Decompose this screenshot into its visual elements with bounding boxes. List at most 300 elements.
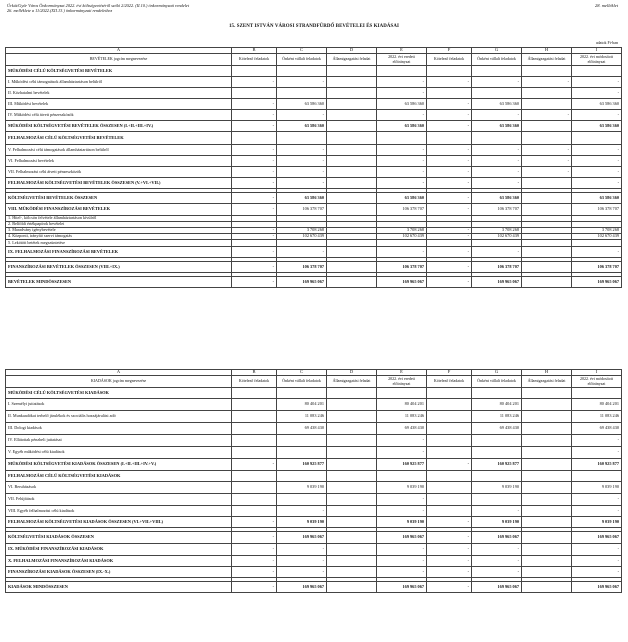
expense-row-label: MŰKÖDÉSI CÉLÚ KÖLTSÉGVETÉSI KIADÁSOK (6, 388, 232, 399)
col-header-kotelezo: Kötelező feladatok (427, 376, 472, 388)
expense-value-cell (327, 447, 377, 459)
col-letter-g: G (472, 48, 522, 54)
income-value-cell (277, 132, 327, 145)
expense-row-label: VI. Beruházások (6, 482, 232, 494)
income-value-cell (522, 193, 572, 204)
col-header-modositott: 2022. évi módosított előirányzat (572, 54, 622, 66)
income-value-cell: - (232, 277, 277, 288)
expense-value-cell (522, 544, 572, 556)
expense-row (6, 567, 622, 578)
income-value-cell: 3 708 268 (277, 228, 327, 234)
income-value-cell: 169 965 067 (377, 277, 427, 288)
header-note-line-2: 26. melléklete a 11/2022.(XII.13.) önkormányzati rendelethez (7, 8, 113, 14)
income-value-cell: - (427, 277, 472, 288)
col-letter-b: B (232, 370, 277, 376)
expense-value-cell (472, 471, 522, 482)
expense-value-cell: - (572, 435, 622, 447)
income-value-cell (572, 240, 622, 247)
income-value-cell: - (232, 110, 277, 121)
expense-row-label: FINANSZÍROZÁSI KIADÁSOK ÖSSZESEN (IX.-X.) (6, 567, 232, 578)
expense-value-cell (522, 582, 572, 593)
expense-row (6, 582, 622, 593)
expense-value-cell (327, 388, 377, 399)
income-value-cell (572, 66, 622, 77)
income-value-cell: 63 586 360 (377, 193, 427, 204)
expense-value-cell: 9 039 190 (277, 517, 327, 528)
income-value-cell: - (522, 145, 572, 156)
income-value-cell: 169 965 067 (572, 277, 622, 288)
expense-value-cell: - (377, 494, 427, 506)
income-value-cell: - (277, 77, 327, 88)
expense-value-cell: 169 965 067 (572, 582, 622, 593)
col-header-kotelezo: Kötelező feladatok (232, 54, 277, 66)
income-value-cell: 106 378 707 (277, 204, 327, 216)
income-row (6, 145, 622, 156)
income-value-cell: - (277, 247, 327, 258)
expense-value-cell: - (472, 544, 522, 556)
income-value-cell (327, 204, 377, 216)
col-letter-c: C (277, 370, 327, 376)
income-value-cell: - (377, 247, 427, 258)
expense-row (6, 532, 622, 544)
income-row (6, 77, 622, 88)
income-value-cell: - (377, 145, 427, 156)
expense-value-cell: - (277, 544, 327, 556)
expense-value-cell (522, 556, 572, 567)
document-header-note (7, 3, 189, 13)
income-value-cell (277, 88, 327, 99)
income-row (6, 167, 622, 178)
expense-value-cell: 169 965 067 (377, 582, 427, 593)
expense-value-cell (377, 471, 427, 482)
income-value-cell: - (232, 247, 277, 258)
income-value-cell (427, 240, 472, 247)
income-value-cell: - (427, 193, 472, 204)
expense-value-cell: - (572, 447, 622, 459)
income-value-cell: - (572, 178, 622, 189)
income-value-cell: 63 586 360 (277, 193, 327, 204)
income-value-cell: - (232, 145, 277, 156)
expense-row (6, 423, 622, 435)
income-row-label: FINANSZÍROZÁSI BEVÉTELEK ÖSSZESEN (VIII.+IX.) (6, 262, 232, 273)
expense-value-cell (327, 494, 377, 506)
expense-value-cell (522, 411, 572, 423)
col-letter-i: I (572, 370, 622, 376)
income-value-cell (327, 99, 377, 110)
income-value-cell: - (232, 193, 277, 204)
income-value-cell: - (472, 145, 522, 156)
income-value-cell (327, 167, 377, 178)
expense-value-cell: 160 925 877 (377, 459, 427, 471)
income-value-cell: 106 378 707 (377, 204, 427, 216)
expense-value-cell (522, 447, 572, 459)
expense-value-cell: - (232, 582, 277, 593)
income-value-cell (232, 132, 277, 145)
income-value-cell: - (427, 77, 472, 88)
expense-value-cell (232, 471, 277, 482)
expense-table (5, 369, 622, 593)
col-letter-h: H (522, 370, 572, 376)
expense-row (6, 435, 622, 447)
income-row (6, 178, 622, 189)
income-value-cell: 3 708 268 (572, 228, 622, 234)
expense-value-cell (522, 567, 572, 578)
expense-row-label: FELHALMOZÁSI CÉLÚ KÖLTSÉGVETÉSI KIADÁSOK (6, 471, 232, 482)
expense-value-cell: - (277, 506, 327, 517)
expense-value-cell: - (427, 532, 472, 544)
expense-value-cell (327, 544, 377, 556)
expense-value-cell (572, 388, 622, 399)
income-value-cell (472, 132, 522, 145)
income-value-cell (327, 121, 377, 132)
income-value-cell: - (472, 167, 522, 178)
expense-value-cell: 169 965 067 (472, 582, 522, 593)
income-value-cell: - (472, 77, 522, 88)
col-letter-c: C (277, 48, 327, 54)
income-table (5, 47, 622, 288)
col-letter-b: B (232, 48, 277, 54)
expense-value-cell (232, 388, 277, 399)
income-value-cell: - (572, 110, 622, 121)
expense-value-cell: 169 965 067 (277, 532, 327, 544)
income-value-cell (427, 132, 472, 145)
income-value-cell: 63 586 360 (377, 121, 427, 132)
expense-value-cell (427, 506, 472, 517)
expense-value-cell: 160 925 877 (472, 459, 522, 471)
col-header-label: KIADÁSOK jogcím megnevezése (6, 376, 232, 388)
income-value-cell: - (572, 167, 622, 178)
expense-value-cell (522, 506, 572, 517)
income-value-cell (327, 88, 377, 99)
expense-value-cell (327, 399, 377, 411)
expense-value-cell (427, 435, 472, 447)
income-value-cell (327, 247, 377, 258)
income-row-label: VIII. MŰKÖDÉSI FINANSZÍROZÁSI BEVÉTELEK (6, 204, 232, 216)
expense-value-cell (232, 506, 277, 517)
expense-value-cell: - (472, 556, 522, 567)
income-row-label: FELHALMOZÁSI KÖLTSÉGVETÉSI BEVÉTELEK ÖSSZESEN (V.+VI.+VII.) (6, 178, 232, 189)
income-value-cell (522, 204, 572, 216)
income-value-cell: 63 586 360 (472, 193, 522, 204)
expense-value-cell: - (427, 556, 472, 567)
col-letter-e: E (377, 48, 427, 54)
income-value-cell: 63 586 360 (572, 99, 622, 110)
expense-value-cell (327, 517, 377, 528)
income-row (6, 277, 622, 288)
col-letter-e: E (377, 370, 427, 376)
income-value-cell (522, 99, 572, 110)
expense-row (6, 447, 622, 459)
income-value-cell: 3 708 268 (472, 228, 522, 234)
income-value-cell: - (472, 178, 522, 189)
expense-value-cell (427, 471, 472, 482)
expense-row-label: VII. Felújítások (6, 494, 232, 506)
expense-value-cell: 160 925 877 (572, 459, 622, 471)
expense-value-cell (327, 506, 377, 517)
expense-value-cell: 11 083 246 (472, 411, 522, 423)
expense-value-cell (232, 494, 277, 506)
expense-value-cell (427, 423, 472, 435)
income-value-cell (572, 132, 622, 145)
income-row-label: MŰKÖDÉSI KÖLTSÉGVETÉSI BEVÉTELEK ÖSSZESEN (I.+II.+III.+IV.) (6, 121, 232, 132)
expense-value-cell (427, 494, 472, 506)
income-value-cell: - (377, 178, 427, 189)
expense-value-cell: 9 039 190 (472, 517, 522, 528)
expense-table-body (6, 370, 622, 593)
income-value-cell (327, 145, 377, 156)
income-row (6, 88, 622, 99)
expense-row (6, 388, 622, 399)
income-value-cell: - (232, 228, 277, 234)
income-value-cell: - (232, 99, 277, 110)
income-value-cell: - (377, 88, 427, 99)
income-value-cell: - (277, 178, 327, 189)
income-value-cell: 63 586 360 (377, 99, 427, 110)
income-row (6, 132, 622, 145)
income-value-cell (327, 277, 377, 288)
income-value-cell (472, 88, 522, 99)
income-value-cell (377, 240, 427, 247)
expense-value-cell: - (377, 447, 427, 459)
income-value-cell: 169 965 067 (472, 277, 522, 288)
expense-row-label: VIII. Egyéb felhalmozási célú kiadások (6, 506, 232, 517)
income-value-cell: - (232, 234, 277, 240)
expense-row-label: II. Munkaadókat terhelő járulékok és szociális hozzájárulási adó (6, 411, 232, 423)
income-value-cell (327, 262, 377, 273)
expense-row (6, 494, 622, 506)
annex-number: 28. melléklet (595, 3, 618, 8)
income-row (6, 247, 622, 258)
income-value-cell: 3 708 268 (377, 228, 427, 234)
income-value-cell: - (572, 88, 622, 99)
income-value-cell: - (427, 204, 472, 216)
expense-value-cell: - (427, 582, 472, 593)
col-letter-a: A (6, 370, 232, 376)
col-header-kotelezo: Kötelező feladatok (427, 54, 472, 66)
col-header-allamig: Államigazgatási feladat (327, 54, 377, 66)
income-value-cell (472, 66, 522, 77)
expense-value-cell: - (472, 567, 522, 578)
income-value-cell: - (522, 110, 572, 121)
income-row-label: 3. Maradvány igénybevétele (6, 228, 232, 234)
expense-value-cell: 69 438 430 (472, 423, 522, 435)
expense-value-cell (472, 494, 522, 506)
expense-value-cell (522, 494, 572, 506)
expense-value-cell: 9 039 190 (277, 482, 327, 494)
expense-row (6, 556, 622, 567)
expense-value-cell: 9 039 190 (377, 517, 427, 528)
expense-value-cell: 11 083 246 (277, 411, 327, 423)
expense-value-cell: - (277, 567, 327, 578)
income-value-cell (232, 66, 277, 77)
income-value-cell: - (572, 247, 622, 258)
income-value-cell: - (427, 247, 472, 258)
unit-note: adatok Ft-ban (595, 40, 618, 45)
expense-value-cell: 80 404 201 (377, 399, 427, 411)
col-letter-h: H (522, 48, 572, 54)
income-value-cell: - (232, 156, 277, 167)
income-value-cell: 106 378 707 (277, 262, 327, 273)
expense-row-label: IX. MŰKÖDÉSI FINANSZÍROZÁSI KIADÁSOK (6, 544, 232, 556)
col-letter-d: D (327, 48, 377, 54)
income-value-cell (327, 178, 377, 189)
income-value-cell: 106 378 707 (572, 204, 622, 216)
income-value-cell: - (427, 110, 472, 121)
income-value-cell: - (427, 262, 472, 273)
income-value-cell (327, 77, 377, 88)
income-value-cell: - (427, 99, 472, 110)
expense-value-cell (327, 482, 377, 494)
expense-value-cell (472, 388, 522, 399)
income-value-cell (522, 88, 572, 99)
income-value-cell (232, 240, 277, 247)
income-value-cell (327, 156, 377, 167)
expense-value-cell (522, 482, 572, 494)
col-header-eredeti: 2022. évi eredeti előirányzat (377, 376, 427, 388)
income-value-cell: 102 670 439 (472, 234, 522, 240)
expense-value-cell: 9 039 190 (572, 482, 622, 494)
expense-value-cell: - (572, 494, 622, 506)
header-note-line-1: Úrkút/Győr Város Önkormányzat 2022. évi költségvetéséről szóló 2/2022. (II.10.) önkormányzati rendelet (7, 3, 190, 8)
expense-value-cell (232, 447, 277, 459)
income-row (6, 66, 622, 77)
expense-value-cell: 69 438 430 (572, 423, 622, 435)
expense-value-cell: - (572, 567, 622, 578)
expense-value-cell: 169 965 067 (472, 532, 522, 544)
income-value-cell (277, 66, 327, 77)
expense-row (6, 482, 622, 494)
expense-value-cell (277, 494, 327, 506)
income-value-cell: - (377, 77, 427, 88)
income-value-cell (327, 132, 377, 145)
expense-row (6, 459, 622, 471)
income-row (6, 193, 622, 204)
expense-value-cell (522, 459, 572, 471)
expense-value-cell: - (377, 556, 427, 567)
expense-value-cell (427, 482, 472, 494)
expense-value-cell: - (427, 517, 472, 528)
col-letter-a: A (6, 48, 232, 54)
expense-value-cell: - (377, 544, 427, 556)
income-value-cell: - (572, 156, 622, 167)
income-row-label: VII. Felhalmozási célú átvett pénzeszközök (6, 167, 232, 178)
expense-value-cell: - (572, 556, 622, 567)
expense-value-cell: - (427, 459, 472, 471)
income-value-cell: 102 670 439 (572, 234, 622, 240)
income-value-cell: 106 378 707 (572, 262, 622, 273)
expense-value-cell: 80 404 201 (277, 399, 327, 411)
expense-value-cell (522, 471, 572, 482)
income-value-cell (377, 66, 427, 77)
income-value-cell (522, 66, 572, 77)
income-row-label: 5. Lekötött betétek megszüntetése (6, 240, 232, 247)
income-value-cell: - (427, 121, 472, 132)
income-row-label: I. Működési célú támogatások államháztartáson belülről (6, 77, 232, 88)
col-header-onkent: Önként vállalt feladatok (277, 54, 327, 66)
expense-value-cell (522, 388, 572, 399)
income-row-label: II. Közhatalmi bevételek (6, 88, 232, 99)
income-value-cell: 106 378 707 (377, 262, 427, 273)
expense-value-cell (327, 423, 377, 435)
expense-value-cell: 9 039 190 (572, 517, 622, 528)
expense-value-cell (327, 556, 377, 567)
expense-value-cell (427, 388, 472, 399)
expense-row-label: IV. Ellátottak pénzbeli juttatásai (6, 435, 232, 447)
income-row-label: 1. Hitel-, kölcsön felvétele államháztartáson kívülről (6, 216, 232, 222)
income-value-cell: - (232, 178, 277, 189)
expense-value-cell: - (232, 459, 277, 471)
expense-value-cell: 11 083 246 (377, 411, 427, 423)
income-value-cell (232, 88, 277, 99)
income-value-cell: 106 378 707 (472, 262, 522, 273)
income-value-cell: - (572, 145, 622, 156)
income-table-body (6, 48, 622, 288)
income-row-label: IX. FELHALMOZÁSI FINANSZÍROZÁSI BEVÉTELEK (6, 247, 232, 258)
expense-value-cell (232, 435, 277, 447)
col-header-onkent: Önként vállalt feladatok (472, 54, 522, 66)
income-row-label: III. Működési bevételek (6, 99, 232, 110)
income-row-label: 2. Belföldi értékpapírok bevételei (6, 222, 232, 228)
expense-value-cell (472, 447, 522, 459)
income-row-label: 4. Központi, irányító szervi támogatás (6, 234, 232, 240)
expense-value-cell: 69 438 430 (377, 423, 427, 435)
expense-value-cell (327, 411, 377, 423)
expense-value-cell (277, 447, 327, 459)
expense-value-cell: - (232, 567, 277, 578)
expense-value-cell (277, 471, 327, 482)
income-value-cell: - (377, 156, 427, 167)
expense-value-cell (522, 435, 572, 447)
income-value-cell: 63 586 360 (277, 121, 327, 132)
expense-value-cell: - (377, 506, 427, 517)
income-row-label: FELHALMOZÁSI CÉLÚ KÖLTSÉGVETÉSI BEVÉTELEK (6, 132, 232, 145)
income-value-cell (472, 240, 522, 247)
income-value-cell: - (232, 204, 277, 216)
income-value-cell (277, 240, 327, 247)
expense-row-label: MŰKÖDÉSI KÖLTSÉGVETÉSI KIADÁSOK ÖSSZESEN (I.+II.+III.+IV.+V.) (6, 459, 232, 471)
expense-value-cell (327, 532, 377, 544)
income-value-cell: - (427, 167, 472, 178)
income-value-cell (327, 66, 377, 77)
expense-value-cell: - (232, 556, 277, 567)
col-header-allamig: Államigazgatási feladat (522, 376, 572, 388)
income-value-cell: 63 586 360 (277, 99, 327, 110)
expense-value-cell (277, 435, 327, 447)
income-value-cell: - (427, 228, 472, 234)
expense-row-label: III. Dologi kiadások (6, 423, 232, 435)
expense-value-cell (327, 435, 377, 447)
col-header-allamig: Államigazgatási feladat (522, 54, 572, 66)
income-value-cell: - (277, 145, 327, 156)
expense-value-cell (232, 423, 277, 435)
expense-value-cell (327, 567, 377, 578)
expense-value-cell: 160 925 877 (277, 459, 327, 471)
income-value-cell: 63 586 360 (472, 99, 522, 110)
income-value-cell: - (232, 121, 277, 132)
expense-value-cell (522, 399, 572, 411)
income-value-cell: 63 586 360 (472, 121, 522, 132)
expense-value-cell: - (377, 567, 427, 578)
income-value-cell: - (472, 156, 522, 167)
page-title: 15. SZENT ISTVÁN VÁROSI STRANDFÜRDŐ BEVÉTELEI ÉS KIADÁSAI (229, 24, 399, 29)
expense-row (6, 517, 622, 528)
income-value-cell: - (277, 167, 327, 178)
col-header-onkent: Önként vállalt feladatok (277, 376, 327, 388)
income-row (6, 262, 622, 273)
expense-value-cell: - (232, 544, 277, 556)
expense-value-cell: - (427, 567, 472, 578)
col-letter-d: D (327, 370, 377, 376)
